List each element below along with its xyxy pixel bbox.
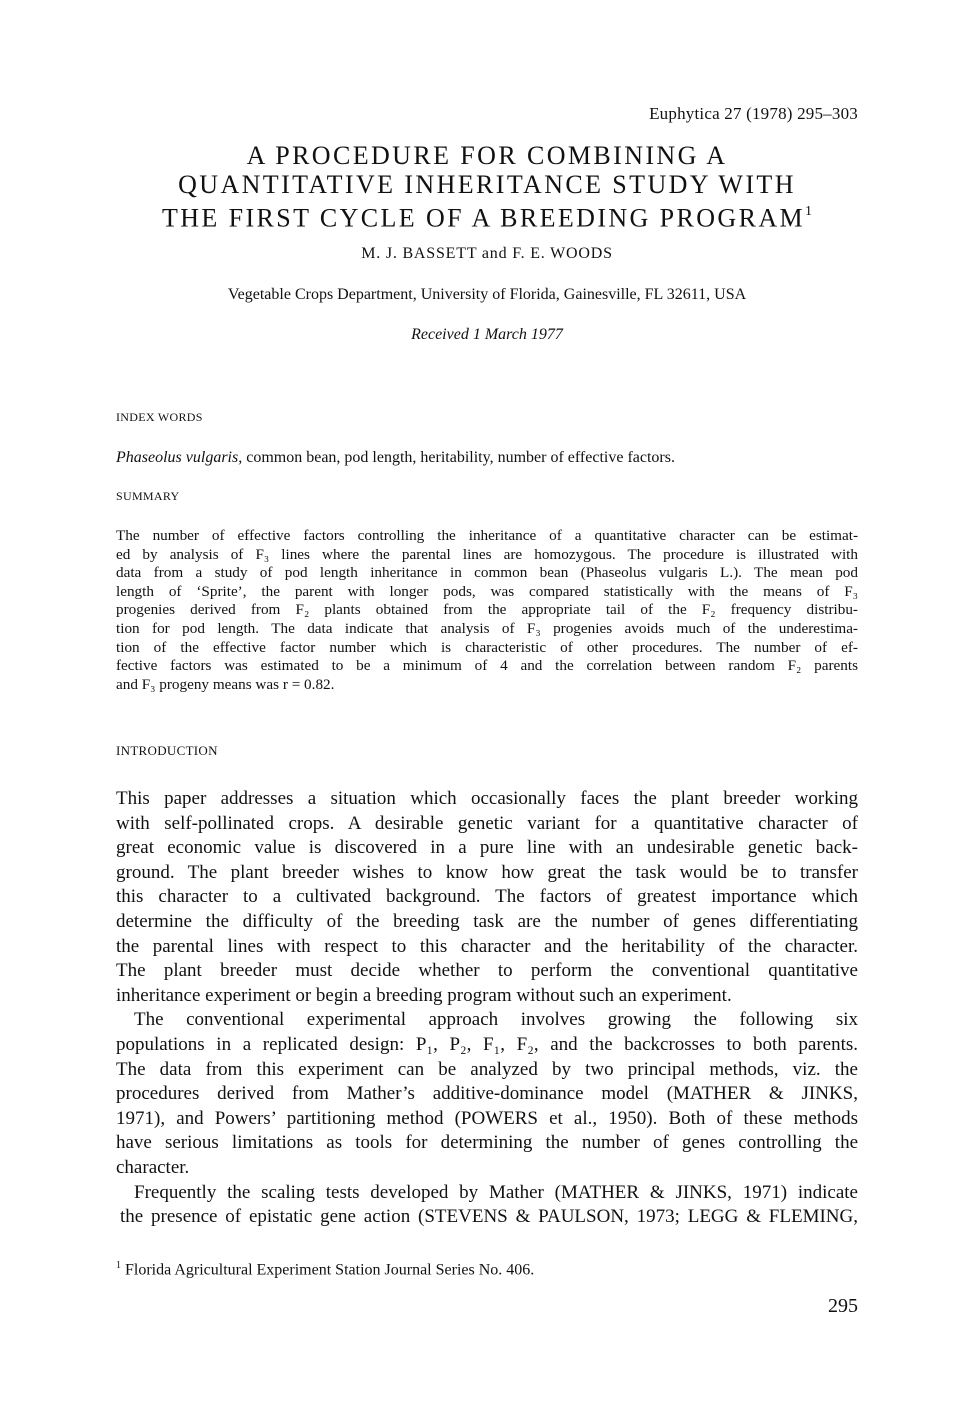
introduction-text (116, 787, 858, 1230)
intro-line: This paper addresses a situation which occasionally faces the plant breeder working (116, 788, 858, 809)
intro-line: character. (116, 1156, 190, 1178)
summary-line: tion for pod length. The data indicate that analysis of F₃ progenies avoids much of the underestima- (116, 619, 858, 637)
footnote-mark: 1 (116, 1260, 121, 1271)
index-words-terms: common bean, pod length, heritability, number of effective factors. (242, 449, 675, 466)
index-words-heading: INDEX WORDS (116, 410, 203, 424)
summary-line: progenies derived from F₂ plants obtained from the appropriate tail of the F₂ frequency distribu- (116, 601, 858, 619)
footnote-text: Florida Agricultural Experiment Station Journal Series No. 406. (121, 1261, 535, 1279)
intro-line: the parental lines with respect to this character and the heritability of the character. (116, 935, 858, 957)
intro-line: procedures derived from Mather’s additive-dominance model (MATHER & JINKS, (116, 1083, 858, 1105)
received-date: Received 1 March 1977 (411, 326, 563, 343)
authors: M. J. BASSETT and F. E. WOODS (361, 245, 613, 262)
affiliation: Vegetable Crops Department, University of Florida, Gainesville, FL 32611, USA (227, 286, 747, 303)
introduction-heading: INTRODUCTION (116, 743, 218, 758)
intro-line: inheritance experiment or begin a breeding program without such an experiment. (116, 984, 732, 1006)
title-line-3 (116, 199, 858, 233)
summary-line: ed by analysis of F₃ lines where the parental lines are homozygous. The procedure is illustrated with (116, 545, 858, 563)
intro-line: with self-pollinated crops. A desirable genetic variant for a quantitative character of (116, 812, 858, 834)
summary-line: fective factors was estimated to be a minimum of 4 and the correlation between random F₂ parents (116, 657, 858, 675)
intro-line: 1971), and Powers’ partitioning method (POWERS et al., 1950). Both of these methods (116, 1107, 858, 1129)
summary-line: tion of the effective factor number which is characteristic of other procedures. The number of ef- (116, 638, 858, 656)
index-words-species: Phaseolus vulgaris, (116, 449, 243, 466)
page-number: 295 (828, 1295, 858, 1317)
title-line-1: A PROCEDURE FOR COMBINING A (246, 141, 728, 170)
summary-line: The number of effective factors controlling the inheritance of a quantitative character can be estimat- (116, 527, 858, 544)
summary-line: and F₃ progeny means was r = 0.82. (116, 675, 335, 693)
title-line-2: QUANTITATIVE INHERITANCE STUDY WITH (178, 170, 796, 199)
intro-line: determine the difficulty of the breeding task are the number of genes differentiating (116, 910, 858, 932)
journal-reference: Euphytica 27 (1978) 295–303 (649, 104, 858, 123)
intro-line: Frequently the scaling tests developed by Mather (MATHER & JINKS, 1971) indicate (134, 1181, 858, 1203)
footnote (116, 1260, 858, 1279)
title-footnote-mark: 1 (805, 204, 813, 219)
intro-line: populations in a replicated design: P₁, P₂, F₁, F₂, and the backcrosses to both parents. (116, 1033, 858, 1055)
intro-line: have serious limitations as tools for determining the number of genes controlling the (116, 1132, 858, 1154)
index-words (116, 449, 858, 467)
intro-line: ground. The plant breeder wishes to know how great the task would be to transfer (116, 861, 858, 883)
summary-line: length of ‘Sprite’, the parent with longer pods, was compared statistically with the means of F₃ (116, 582, 858, 600)
intro-line: great economic value is discovered in a pure line with an undesirable genetic back- (116, 837, 858, 859)
intro-line: the presence of epistatic gene action (STEVENS & PAULSON, 1973; LEGG & FLEMING, (120, 1206, 858, 1228)
intro-line: this character to a cultivated background. The factors of greatest importance which (116, 886, 858, 908)
article-title (116, 141, 858, 233)
intro-line: The conventional experimental approach involves growing the following six (134, 1009, 858, 1031)
summary-line: data from a study of pod length inheritance in common bean (Phaseolus vulgaris L.). The mean pod (116, 564, 858, 582)
summary-text (116, 527, 858, 694)
title-line-3-text: THE FIRST CYCLE OF A BREEDING PROGRAM (161, 203, 806, 233)
intro-line: The data from this experiment can be analyzed by two principal methods, viz. the (116, 1058, 858, 1080)
summary-heading: SUMMARY (116, 489, 180, 503)
intro-line: The plant breeder must decide whether to perform the conventional quantitative (116, 960, 858, 982)
